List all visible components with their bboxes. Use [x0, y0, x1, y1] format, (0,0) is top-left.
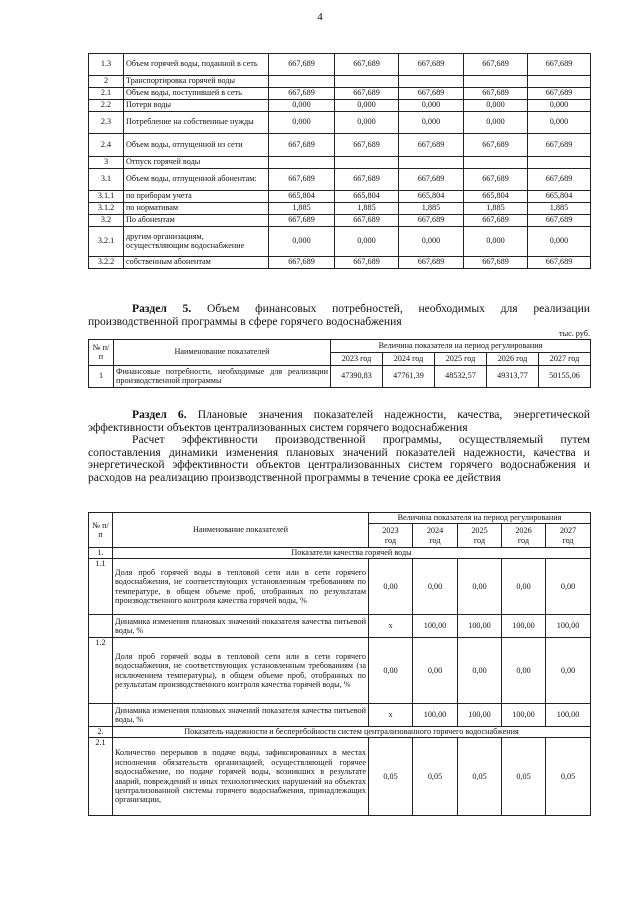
volume-table: [88, 53, 591, 269]
row-no: 3.1: [89, 169, 124, 191]
section-6-label: Раздел 6.: [132, 408, 187, 421]
year-header: 2023 год: [331, 353, 383, 366]
value-cell: 667,689: [464, 88, 528, 100]
year-unit: год: [517, 535, 530, 545]
year-value: 2025: [471, 526, 488, 536]
row-name: Объем горячей воды, поданной в сеть: [124, 54, 269, 76]
value-cell: [399, 76, 464, 88]
value-cell: 667,689: [335, 257, 399, 269]
page-number: 4: [317, 11, 323, 23]
value-cell: 100,00: [502, 704, 546, 727]
value-cell: 47761,39: [383, 366, 435, 388]
value-cell: 667,689: [335, 88, 399, 100]
year-header: 2025 год: [435, 353, 487, 366]
value-cell: 667,689: [399, 257, 464, 269]
row-name: Динамика изменения плановых значений показателя качества питьевой воды, %: [113, 615, 369, 638]
row-name: Отпуск горячей воды: [124, 157, 269, 169]
value-cell: 0,000: [399, 112, 464, 134]
finance-table: [88, 339, 591, 388]
row-no: 1: [89, 366, 114, 388]
value-cell: 0,00: [369, 559, 413, 615]
table-row: [89, 157, 591, 169]
table-row: [89, 704, 591, 727]
col-period-header: Величина показателя на период регулирования: [369, 513, 591, 524]
value-cell: 0,05: [502, 738, 546, 816]
value-cell: 0,05: [458, 738, 502, 816]
year-header: 2024 год: [383, 353, 435, 366]
value-cell: 0,000: [464, 227, 528, 257]
value-cell: 1,885: [335, 203, 399, 215]
value-cell: 100,00: [546, 615, 591, 638]
value-cell: 0,000: [528, 100, 591, 112]
units-label: тыс. руб.: [559, 329, 590, 338]
table-row: [89, 559, 591, 615]
row-no: 2.1: [89, 88, 124, 100]
value-cell: 0,00: [413, 559, 458, 615]
value-cell: 667,689: [269, 257, 335, 269]
year-header: [546, 524, 591, 548]
table-row: [89, 134, 591, 157]
year-value: 2027: [559, 526, 577, 536]
value-cell: 667,689: [335, 215, 399, 227]
value-cell: 665,804: [528, 191, 591, 203]
value-cell: [399, 157, 464, 169]
value-cell: 0,000: [269, 112, 335, 134]
row-name: по нормативам: [124, 203, 269, 215]
section-6-paragraph: Расчет эффективности производственной программы, осуществляемый путем сопоставления динамики изменения плановых значений показателей надежности, качества и энергетической эффективности объектов централизованных систем горячего водоснабжения и расходов на реализацию производственной программы в течение срока ее действия: [88, 433, 590, 484]
value-cell: 667,689: [335, 134, 399, 157]
value-cell: 50155,06: [539, 366, 591, 388]
value-cell: 0,00: [458, 638, 502, 704]
row-name: Доля проб горячей воды в тепловой сети или в сети горячего водоснабжения, не соответствующих установленным требованиям по температуре, в общем объеме проб, отобранных по результатам производственного контроля качества горячей воды, %: [113, 559, 369, 615]
value-cell: 1,885: [528, 203, 591, 215]
table-row: [89, 112, 591, 134]
value-cell: 0,000: [335, 112, 399, 134]
value-cell: 667,689: [528, 215, 591, 227]
value-cell: 0,00: [502, 559, 546, 615]
value-cell: 0,000: [269, 227, 335, 257]
row-name: Финансовые потребности, необходимые для реализации производственной программы: [114, 366, 331, 388]
row-no: 1.1: [89, 559, 113, 615]
col-no-header: № п/п: [89, 340, 114, 366]
row-no-empty: [89, 615, 113, 638]
value-cell: 0,000: [335, 100, 399, 112]
table-row: [89, 76, 591, 88]
value-cell: 0,000: [269, 100, 335, 112]
value-cell: 0,00: [458, 559, 502, 615]
value-cell: 0,000: [399, 227, 464, 257]
value-cell: 0,000: [399, 100, 464, 112]
value-cell: 0,00: [413, 638, 458, 704]
indicators-table: [88, 512, 591, 816]
value-cell: 667,689: [528, 134, 591, 157]
value-cell: 0,00: [369, 638, 413, 704]
value-cell: 100,00: [546, 704, 591, 727]
table-row: [89, 738, 591, 816]
value-cell: 0,05: [413, 738, 458, 816]
section-6-title: Плановые значения показателей надежности, качества, энергетической эффективности объектов централизованных систем горячего водоснабжения: [88, 408, 590, 434]
value-cell: 100,00: [458, 615, 502, 638]
value-cell: 0,00: [546, 638, 591, 704]
row-name: другим организациям, осуществляющим водоснабжение: [124, 227, 269, 257]
value-cell: 100,00: [458, 704, 502, 727]
year-value: 2026: [515, 526, 532, 536]
group-no: 1.: [89, 548, 113, 559]
value-cell: 667,689: [399, 54, 464, 76]
col-name-header: Наименование показателей: [114, 340, 331, 366]
table-row: [89, 203, 591, 215]
value-cell: [528, 157, 591, 169]
value-cell: [269, 157, 335, 169]
table-row: [89, 88, 591, 100]
row-no: 3.1.1: [89, 191, 124, 203]
value-cell: 0,000: [464, 100, 528, 112]
value-cell: 667,689: [464, 257, 528, 269]
value-cell: 1,885: [464, 203, 528, 215]
year-header: [413, 524, 458, 548]
row-name: Объем воды, поступившей в сеть: [124, 88, 269, 100]
row-name: Потери воды: [124, 100, 269, 112]
year-header: [369, 524, 413, 548]
row-name: собственным абонентам: [124, 257, 269, 269]
value-cell: 667,689: [464, 134, 528, 157]
value-cell: 48532,57: [435, 366, 487, 388]
row-name: по приборам учета: [124, 191, 269, 203]
year-header: 2027 год: [539, 353, 591, 366]
value-cell: 0,000: [464, 112, 528, 134]
year-value: 2023: [382, 526, 399, 536]
table-row: [89, 615, 591, 638]
table-row: [89, 54, 591, 76]
row-no: 3.2.2: [89, 257, 124, 269]
value-cell: 665,804: [335, 191, 399, 203]
value-cell: [269, 76, 335, 88]
value-cell: 667,689: [528, 88, 591, 100]
value-cell: 100,00: [413, 704, 458, 727]
section-5-heading: [88, 303, 590, 328]
value-cell: 667,689: [335, 54, 399, 76]
year-header: 2026 год: [487, 353, 539, 366]
value-cell: 0,000: [335, 227, 399, 257]
group-title: Показатели качества горячей воды: [113, 548, 591, 559]
table-row: [89, 100, 591, 112]
value-cell: 0,05: [369, 738, 413, 816]
value-cell: 667,689: [335, 169, 399, 191]
value-cell: 0,000: [528, 112, 591, 134]
value-cell: 667,689: [528, 169, 591, 191]
row-no-empty: [89, 704, 113, 727]
row-no: 1.3: [89, 54, 124, 76]
value-cell: 667,689: [269, 88, 335, 100]
value-cell: 667,689: [399, 88, 464, 100]
value-cell: 667,689: [269, 215, 335, 227]
value-cell: 667,689: [399, 169, 464, 191]
row-no: 2.3: [89, 112, 124, 134]
year-header: [458, 524, 502, 548]
value-cell: х: [369, 615, 413, 638]
row-no: 3: [89, 157, 124, 169]
value-cell: [335, 157, 399, 169]
row-no: 2: [89, 76, 124, 88]
year-value: 2024: [426, 526, 444, 536]
row-no: 2.1: [89, 738, 113, 816]
value-cell: 47390,83: [331, 366, 383, 388]
value-cell: 49313,77: [487, 366, 539, 388]
table-row: [89, 191, 591, 203]
row-name: Потребление на собственные нужды: [124, 112, 269, 134]
value-cell: 665,804: [464, 191, 528, 203]
row-name: Объем воды, отпущенной абонентам:: [124, 169, 269, 191]
table-row: [89, 227, 591, 257]
value-cell: [464, 76, 528, 88]
row-name: По абонентам: [124, 215, 269, 227]
value-cell: 1,885: [269, 203, 335, 215]
group-no: 2.: [89, 727, 113, 738]
section-5-title: Объем финансовых потребностей, необходимых для реализации производственной программы в сфере горячего водоснабжения: [88, 302, 590, 328]
col-no-header: № п/п: [89, 513, 113, 548]
section-5-label: Раздел 5.: [132, 302, 192, 315]
table-row: [89, 257, 591, 269]
row-name: Объем воды, отпущенной из сети: [124, 134, 269, 157]
year-header: [502, 524, 546, 548]
group-title: Показатель надежности и бесперебойности систем централизованного горячего водоснабжения: [113, 727, 591, 738]
value-cell: 667,689: [269, 54, 335, 76]
table-row: [89, 169, 591, 191]
value-cell: 665,804: [399, 191, 464, 203]
value-cell: 0,05: [546, 738, 591, 816]
value-cell: 665,804: [269, 191, 335, 203]
value-cell: 667,689: [269, 134, 335, 157]
value-cell: [464, 157, 528, 169]
row-no: 1.2: [89, 638, 113, 704]
year-unit: год: [384, 535, 397, 545]
value-cell: [335, 76, 399, 88]
year-unit: год: [429, 535, 441, 545]
value-cell: 100,00: [413, 615, 458, 638]
value-cell: 667,689: [399, 215, 464, 227]
value-cell: 667,689: [464, 169, 528, 191]
value-cell: 0,00: [546, 559, 591, 615]
value-cell: 0,00: [502, 638, 546, 704]
value-cell: 667,689: [464, 54, 528, 76]
row-no: 3.2.1: [89, 227, 124, 257]
value-cell: 100,00: [502, 615, 546, 638]
value-cell: 0,000: [528, 227, 591, 257]
row-no: 2.4: [89, 134, 124, 157]
col-period-header: Величина показателя на период регулирования: [331, 340, 591, 353]
year-unit: год: [473, 535, 486, 545]
row-name: Транспортировка горячей воды: [124, 76, 269, 88]
row-name: Доля проб горячей воды в тепловой сети или в сети горячего водоснабжения, не соответствующих установленным требованиям (за исключением температуры), в общем объеме проб, отобранных по результатам производственного контроля качества горячей воды, %: [113, 638, 369, 704]
table-row: [89, 638, 591, 704]
table-row: [89, 215, 591, 227]
year-unit: год: [562, 535, 574, 545]
row-no: 3.2: [89, 215, 124, 227]
col-name-header: Наименование показателей: [113, 513, 369, 548]
value-cell: 667,689: [528, 257, 591, 269]
value-cell: х: [369, 704, 413, 727]
value-cell: 667,689: [528, 54, 591, 76]
value-cell: 1,885: [399, 203, 464, 215]
value-cell: 667,689: [399, 134, 464, 157]
value-cell: 667,689: [269, 169, 335, 191]
row-name: Количество перерывов в подаче воды, зафиксированных в местах исполнения обязательств организацией, осуществляющей горячее водоснабжение, по подаче горячей воды, возникших в результате аварий, повреждений и иных технологических нарушений на объектах централизованной системы горячего водоснабжения, принадлежащих организации,: [113, 738, 369, 816]
row-no: 2.2: [89, 100, 124, 112]
value-cell: 667,689: [464, 215, 528, 227]
row-name: Динамика изменения плановых значений показателя качества питьевой воды, %: [113, 704, 369, 727]
row-no: 3.1.2: [89, 203, 124, 215]
value-cell: [528, 76, 591, 88]
section-6-heading: [88, 409, 590, 484]
